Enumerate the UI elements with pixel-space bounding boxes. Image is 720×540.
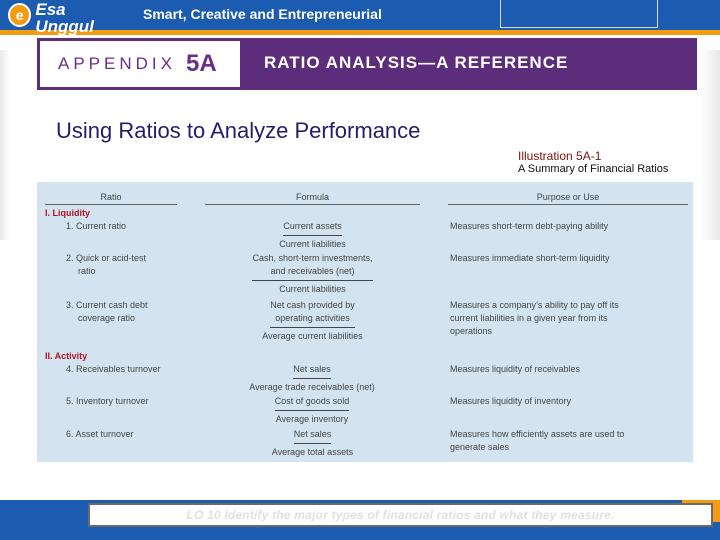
slide-title: Using Ratios to Analyze Performance: [56, 118, 421, 143]
purpose: Measures immediate short-term liquidity: [450, 253, 610, 263]
formula-numerator: Net sales: [293, 363, 331, 379]
logo-name: Esa Unggul: [35, 0, 94, 36]
formula: [260, 428, 365, 459]
formula-denominator: Average current liabilities: [262, 331, 363, 341]
formula-numerator: Current assets: [283, 220, 342, 236]
formula: [237, 363, 387, 394]
purpose: Measures liquidity of receivables: [450, 364, 581, 374]
formula-denominator: Current liabilities: [279, 284, 346, 294]
formula-numerator: Cost of goods sold: [275, 395, 350, 411]
learning-objective: LO 10 Identify the major types of financial ratios and what they measure.: [186, 508, 615, 522]
tagline: Smart, Creative and Entrepreneurial: [143, 6, 382, 22]
formula-numerator: Cash, short-term investments, and receivables (net): [252, 252, 372, 281]
ratio-name: 4. Receivables turnover: [66, 364, 161, 374]
logo-subtitle: [35, 0, 126, 1]
ratio-name: 2. Quick or acid-test ratio: [66, 253, 147, 276]
ratio-name: 1. Current ratio: [66, 221, 127, 231]
header-rule: [45, 204, 177, 205]
appendix-title: RATIO ANALYSIS—A REFERENCE: [264, 53, 569, 72]
header-formula: Formula: [295, 192, 329, 202]
illustration-number: Illustration 5A-1: [518, 149, 602, 163]
banner-outline: [500, 0, 658, 28]
appendix-number: 5A: [185, 50, 217, 77]
formula: [250, 299, 375, 343]
learning-objective-box: [88, 503, 713, 527]
header-rule: [448, 204, 688, 205]
formula-denominator: Average inventory: [275, 414, 349, 424]
left-shade: [0, 50, 10, 240]
formula-denominator: Current liabilities: [279, 239, 346, 249]
formula-denominator: Average total assets: [271, 447, 354, 457]
footer-left-block: [0, 500, 100, 540]
formula: [255, 220, 370, 251]
purpose: Measures liquidity of inventory: [450, 396, 572, 406]
appendix-word: APPENDIX: [58, 54, 176, 73]
header-purpose: Purpose or Use: [536, 192, 600, 202]
formula: [257, 395, 367, 426]
purpose: Measures a company’s ability to pay off its current liabilities in a given year from its operations: [450, 300, 619, 336]
purpose: Measures how efficiently assets are used to generate sales: [450, 429, 625, 452]
section-liquidity: I. Liquidity: [45, 208, 90, 218]
section-activity: II. Activity: [45, 351, 88, 361]
right-shade: [700, 50, 720, 240]
formula-denominator: Average trade receivables (net): [249, 382, 375, 392]
university-logo: [0, 0, 126, 36]
formula-numerator: Net cash provided by operating activities: [270, 299, 355, 328]
header-ratio: Ratio: [100, 192, 122, 202]
formula: [235, 252, 390, 296]
ratio-name: 5. Inventory turnover: [66, 396, 149, 406]
illustration-caption: A Summary of Financial Ratios: [518, 163, 669, 175]
header-rule: [205, 204, 420, 205]
logo-icon: e: [8, 3, 31, 27]
formula-numerator: Net sales: [294, 428, 332, 444]
appendix-label: [40, 41, 240, 87]
ratio-name: 6. Asset turnover: [66, 429, 134, 439]
ratio-name: 3. Current cash debt coverage ratio: [66, 300, 148, 323]
purpose: Measures short-term debt-paying ability: [450, 221, 609, 231]
